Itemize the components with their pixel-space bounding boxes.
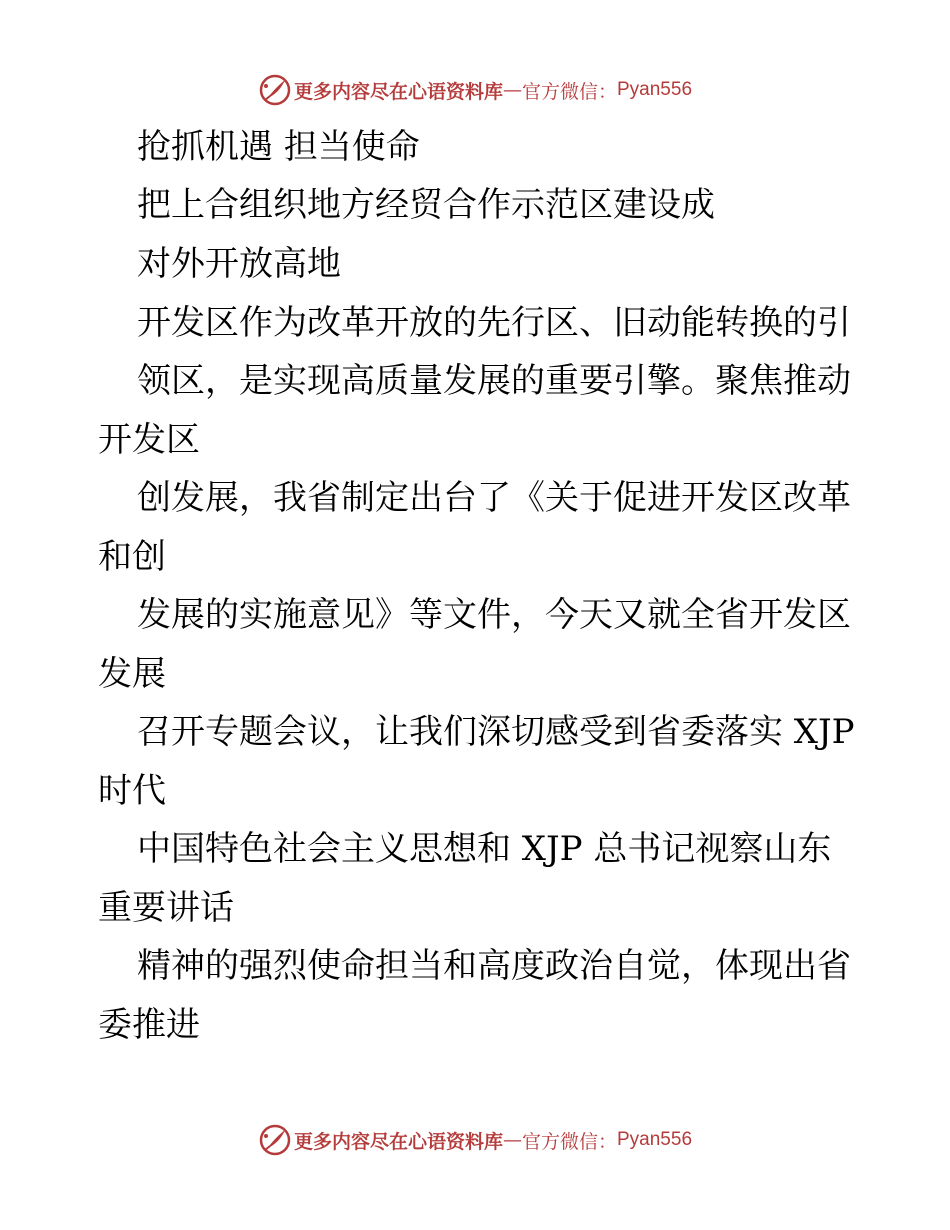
text-line: 把上合组织地方经贸合作示范区建设成 (137, 185, 715, 225)
banner-wechat-label: 官方微信： (521, 80, 617, 103)
text-line: 精神的强烈使命担当和高度政治自觉，体现出省 (137, 946, 851, 986)
text-line: 召开专题会议，让我们深切感受到省委落实 XJP (137, 712, 855, 752)
banner-brand-text: 更多内容尽在心语资料库 (293, 1130, 503, 1153)
banner-wechat-label: 官方微信： (521, 1130, 617, 1153)
banner-separator: — (502, 1129, 522, 1151)
text-line: 委推进 (98, 1005, 200, 1045)
text-line: 和创 (98, 537, 166, 577)
footer-watermark-banner (0, 1120, 950, 1160)
banner-wechat-id: Pyan556 (617, 79, 693, 100)
text-line: 重要讲话 (98, 888, 234, 928)
text-line: 对外开放高地 (137, 244, 341, 284)
text-line: 开发区 (98, 420, 200, 460)
text-line: 领区，是实现高质量发展的重要引擎。聚焦推动 (137, 361, 851, 401)
text-line: 发展的实施意见》等文件，今天又就全省开发区 (137, 595, 851, 635)
text-line: 开发区作为改革开放的先行区、旧动能转换的引 (137, 303, 851, 343)
banner-wechat-id: Pyan556 (617, 1129, 693, 1150)
text-line: 发展 (98, 654, 166, 694)
banner-brand-text: 更多内容尽在心语资料库 (293, 80, 503, 103)
text-line: 时代 (98, 771, 166, 811)
text-line: 抢抓机遇 担当使命 (137, 127, 420, 167)
text-line: 中国特色社会主义思想和 XJP 总书记视察山东 (137, 829, 832, 869)
quill-pen-logo-icon (258, 1123, 292, 1157)
banner-separator: — (502, 79, 522, 101)
text-line: 创发展，我省制定出台了《关于促进开发区改革 (137, 478, 851, 518)
